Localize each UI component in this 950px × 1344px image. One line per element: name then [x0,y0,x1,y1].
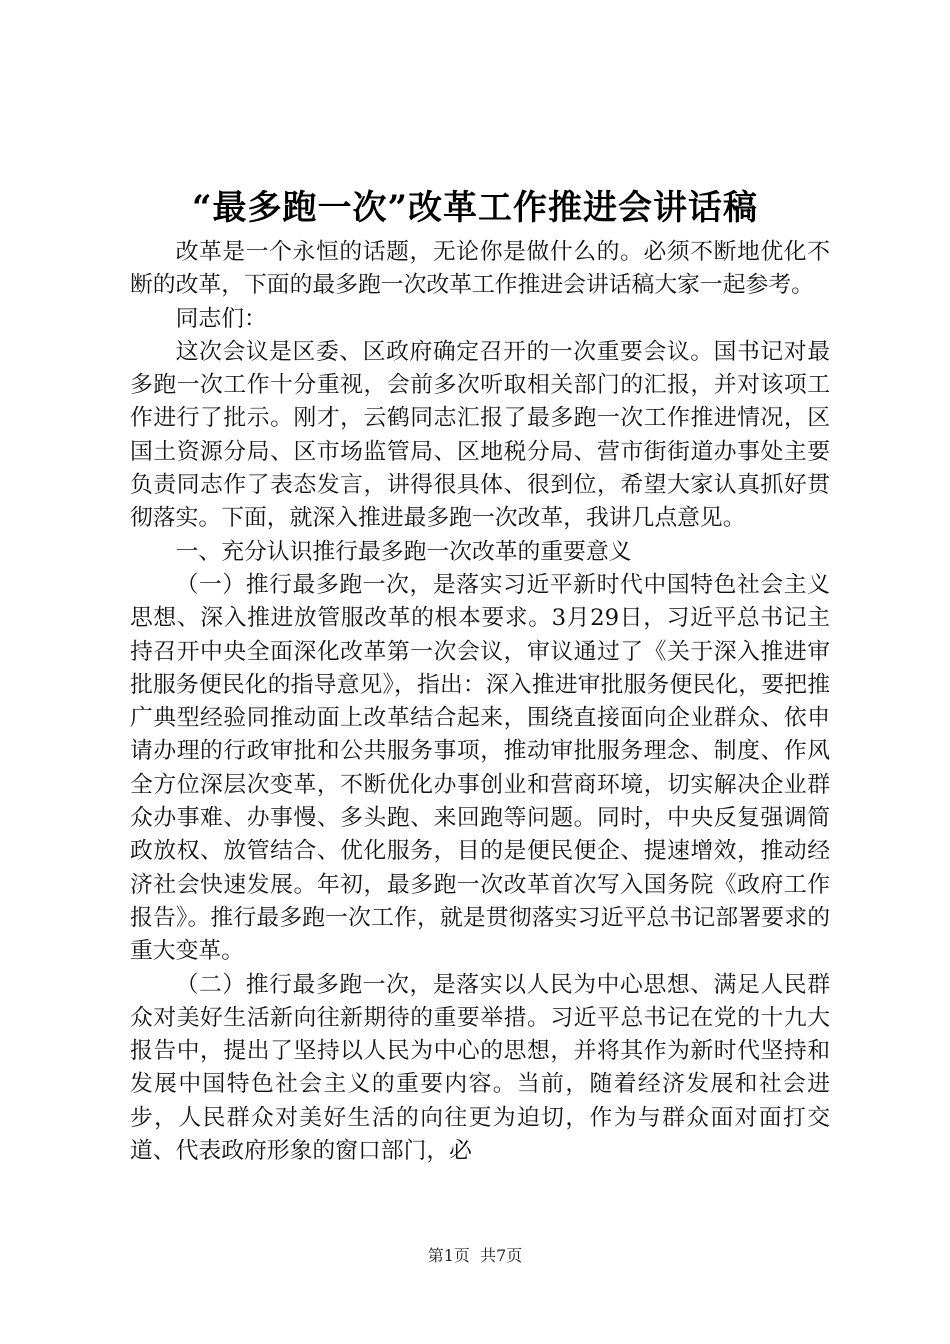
page-footer [0,1246,950,1266]
point-two-paragraph: （二）推行最多跑一次，是落实以人民为中心思想、满足人民群众对美好生活新向往新期待的重要举措。习近平总书记在党的十九大报告中，提出了坚持以人民为中心的思想，并将其作为新时代坚持和发展中国特色社会主义的重要内容。当前，随着经济发展和社会进步，人民群众对美好生活的向往更为迫切，作为与群众面对面打交道、代表政府形象的窗口部门，必 [130,971,830,1165]
page-total: 共7页 [480,1246,523,1265]
intro-paragraph: 改革是一个永恒的话题，无论你是做什么的。必须不断地优化不断的改革，下面的最多跑一次改革工作推进会讲话稿大家一起参考。 [130,239,830,299]
opening-paragraph: 这次会议是区委、区政府确定召开的一次重要会议。国书记对最多跑一次工作十分重视，会前多次听取相关部门的汇报，并对该项工作进行了批示。刚才，云鹤同志汇报了最多跑一次工作推进情况，区国土资源分局、区市场监管局、区地税分局、营市街街道办事处主要负责同志作了表态发言，讲得很具体、很到位，希望大家认真抓好贯彻落实。下面，就深入推进最多跑一次改革，我讲几点意见。 [130,338,830,532]
document-title: “最多跑一次”改革工作推进会讲话稿 [191,188,759,228]
section-heading: 一、充分认识推行最多跑一次改革的重要意义 [175,538,632,565]
salutation-paragraph: 同志们： [175,305,267,332]
page-number: 第1页 [427,1246,470,1265]
point-one-paragraph: （一）推行最多跑一次，是落实习近平新时代中国特色社会主义思想、深入推进放管服改革的根本要求。3月29日，习近平总书记主持召开中央全面深化改革第一次会议，审议通过了《关于深入推进审批服务便民化的指导意见》，指出：深入推进审批服务便民化，要把推广典型经验同推动面上改革结合起来，围绕直接面向企业群众、依申请办理的行政审批和公共服务事项，推动审批服务理念、制度、作风全方位深层次变革，不断优化办事创业和营商环境，切实解决企业群众办事难、办事慢、多头跑、来回跑等问题。同时，中央反复强调简政放权、放管结合、优化服务，目的是便民便企、提速增效，推动经济社会快速发展。年初，最多跑一次改革首次写入国务院《政府工作报告》。推行最多跑一次工作，就是贯彻落实习近平总书记部署要求的重大变革。 [130,571,830,965]
document-body [130,236,830,1168]
